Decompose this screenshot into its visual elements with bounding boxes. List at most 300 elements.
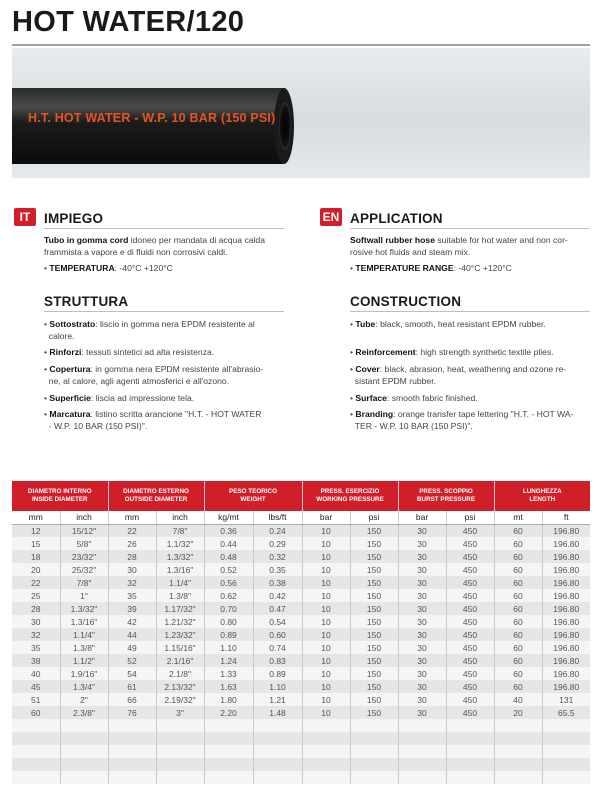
table-cell: 1.10 <box>204 641 253 654</box>
table-cell: 450 <box>446 628 494 641</box>
table-cell: 0.74 <box>253 641 302 654</box>
unit-header-cell: mt <box>494 511 542 524</box>
table-cell: 0.60 <box>253 628 302 641</box>
table-cell: 30 <box>398 641 446 654</box>
empty-cell <box>12 745 60 758</box>
table-cell: 150 <box>350 641 398 654</box>
table-cell: 60 <box>12 706 60 719</box>
empty-cell <box>108 771 156 784</box>
table-cell: 45 <box>12 680 60 693</box>
hose-branding-label: H.T. HOT WATER - W.P. 10 BAR (150 PSI) <box>28 111 276 125</box>
empty-cell <box>204 758 253 771</box>
table-cell: 150 <box>350 680 398 693</box>
table-cell: 10 <box>302 576 350 589</box>
table-unit-row <box>12 511 590 524</box>
table-cell: 150 <box>350 589 398 602</box>
table-cell: 450 <box>446 641 494 654</box>
it-temp-label: TEMPERATURA <box>49 263 115 273</box>
table-cell: 150 <box>350 576 398 589</box>
empty-cell <box>156 758 204 771</box>
table-cell: 60 <box>494 563 542 576</box>
table-cell: 150 <box>350 667 398 680</box>
table-cell: 60 <box>494 667 542 680</box>
table-cell: 1.21/32" <box>156 615 204 628</box>
spec-table <box>12 481 590 784</box>
it-struttura-item: • Superficie: liscia ad impressione tela. <box>44 393 195 403</box>
empty-cell <box>350 771 398 784</box>
table-row <box>12 550 590 563</box>
group-label-it: PRESS. SCOPPIO <box>419 487 473 495</box>
empty-cell <box>253 758 302 771</box>
unit-header-cell: kg/mt <box>204 511 253 524</box>
table-cell: 30 <box>398 667 446 680</box>
group-label-it: LUNGHEZZA <box>522 487 562 495</box>
table-cell: 10 <box>302 693 350 706</box>
table-cell: 1.33 <box>204 667 253 680</box>
table-cell: 1.3/32" <box>60 602 108 615</box>
table-cell: 0.24 <box>253 524 302 537</box>
unit-header-cell: lbs/ft <box>253 511 302 524</box>
en-construction-item: • Surface: smooth fabric finished. <box>350 393 478 403</box>
en-item-label: Tube <box>355 319 376 329</box>
en-item-label: Surface <box>355 393 387 403</box>
it-temperature: • TEMPERATURA: -40°C +120°C <box>44 263 173 273</box>
table-cell: 52 <box>108 654 156 667</box>
en-heading-divider <box>350 228 590 229</box>
en-temp-value: : -40°C +120°C <box>453 263 512 273</box>
table-cell: 60 <box>494 589 542 602</box>
lang-badge-it: IT <box>14 208 36 226</box>
it-item-text: - W.P. 10 BAR (150 PSI)". <box>48 420 148 431</box>
empty-cell <box>60 758 108 771</box>
table-cell: 0.29 <box>253 537 302 550</box>
table-cell: 196.80 <box>542 524 590 537</box>
en-construction-item: • Reinforcement: high strength synthetic textile plies. <box>350 347 554 357</box>
table-cell: 2.1/8" <box>156 667 204 680</box>
table-cell: 1.3/4" <box>60 680 108 693</box>
en-item-text: : smooth fabric finished. <box>386 393 478 403</box>
it-item-text: : tessuti sintetici ad alta resistenza. <box>81 347 215 357</box>
table-cell: 2.13/32" <box>156 680 204 693</box>
table-cell: 40 <box>12 667 60 680</box>
table-cell: 196.80 <box>542 667 590 680</box>
empty-cell <box>156 719 204 732</box>
table-cell: 2.1/16" <box>156 654 204 667</box>
table-cell: 450 <box>446 563 494 576</box>
empty-cell <box>156 771 204 784</box>
en-item-text: sistant EPDM rubber. <box>354 375 436 386</box>
table-cell: 1.63 <box>204 680 253 693</box>
unit-header-cell: bar <box>302 511 350 524</box>
empty-cell <box>108 758 156 771</box>
table-cell: 23/32" <box>60 550 108 563</box>
empty-cell <box>542 745 590 758</box>
table-cell: 30 <box>12 615 60 628</box>
table-cell: 150 <box>350 628 398 641</box>
table-cell: 1.3/8" <box>60 641 108 654</box>
table-cell: 150 <box>350 550 398 563</box>
table-cell: 450 <box>446 602 494 615</box>
table-cell: 30 <box>398 589 446 602</box>
table-cell: 20 <box>12 563 60 576</box>
empty-cell <box>494 732 542 745</box>
empty-cell <box>253 719 302 732</box>
table-cell: 12 <box>12 524 60 537</box>
table-cell: 196.80 <box>542 563 590 576</box>
table-row <box>12 641 590 654</box>
table-cell: 10 <box>302 680 350 693</box>
empty-table-row <box>12 719 590 732</box>
col-group-inside-diameter <box>12 481 108 511</box>
table-cell: 0.42 <box>253 589 302 602</box>
it-item-label: Marcatura <box>49 409 91 419</box>
table-cell: 0.80 <box>204 615 253 628</box>
table-cell: 10 <box>302 628 350 641</box>
table-row <box>12 602 590 615</box>
table-cell: 10 <box>302 602 350 615</box>
table-cell: 150 <box>350 524 398 537</box>
lang-badge-en: EN <box>320 208 342 226</box>
table-cell: 0.89 <box>204 628 253 641</box>
hose-bore <box>279 102 291 150</box>
empty-cell <box>204 771 253 784</box>
table-cell: 450 <box>446 680 494 693</box>
table-cell: 0.36 <box>204 524 253 537</box>
table-cell: 450 <box>446 537 494 550</box>
table-cell: 15/12" <box>60 524 108 537</box>
table-cell: 2.19/32" <box>156 693 204 706</box>
group-label-it: PRESS. ESERCIZIO <box>320 487 380 495</box>
it-struttura-item: • Marcatura: listino scritta arancione "H.T. - HOT WATER - W.P. 10 BAR (150 PSI)". <box>44 409 262 431</box>
empty-cell <box>542 719 590 732</box>
empty-cell <box>60 771 108 784</box>
table-cell: 196.80 <box>542 537 590 550</box>
group-label-en: LENGTH <box>529 496 556 503</box>
empty-cell <box>398 719 446 732</box>
en-temp-label: TEMPERATURE RANGE <box>355 263 454 273</box>
empty-cell <box>204 745 253 758</box>
table-cell: 196.80 <box>542 628 590 641</box>
table-cell: 2.3/8" <box>60 706 108 719</box>
table-cell: 450 <box>446 550 494 563</box>
group-label-en: OUTSIDE DIAMETER <box>124 496 188 503</box>
table-cell: 1.48 <box>253 706 302 719</box>
table-row <box>12 693 590 706</box>
table-cell: 20 <box>494 706 542 719</box>
en-item-text: : black, smooth, heat resistant EPDM rubber. <box>375 319 546 329</box>
empty-cell <box>302 771 350 784</box>
table-cell: 196.80 <box>542 602 590 615</box>
it-heading-struttura: STRUTTURA <box>44 294 129 309</box>
table-row <box>12 615 590 628</box>
table-cell: 0.44 <box>204 537 253 550</box>
group-label-en: WORKING PRESSURE <box>316 496 384 503</box>
empty-cell <box>108 745 156 758</box>
empty-cell <box>542 732 590 745</box>
table-cell: 1.1/2" <box>60 654 108 667</box>
table-cell: 15 <box>12 537 60 550</box>
table-cell: 30 <box>398 524 446 537</box>
en-temperature: • TEMPERATURE RANGE: -40°C +120°C <box>350 263 512 273</box>
table-cell: 0.62 <box>204 589 253 602</box>
table-cell: 60 <box>494 550 542 563</box>
en-item-text: : black, abrasion, heat, weathering and ozone re- <box>379 364 567 374</box>
en-intro-text: suitable for hot water and non cor- <box>435 235 568 245</box>
table-cell: 66 <box>108 693 156 706</box>
table-body <box>12 524 590 784</box>
col-group-outside-diameter <box>108 481 204 511</box>
empty-cell <box>398 732 446 745</box>
table-cell: 44 <box>108 628 156 641</box>
table-cell: 450 <box>446 615 494 628</box>
en-item-text: : orange transfer tape lettering "H.T. - HOT WA- <box>393 409 574 419</box>
en-intro <box>350 234 600 258</box>
group-label-it: DIAMETRO INTERNO <box>27 487 92 495</box>
table-cell: 30 <box>398 563 446 576</box>
table-cell: 3" <box>156 706 204 719</box>
table-cell: 1.3/16" <box>156 563 204 576</box>
empty-cell <box>156 745 204 758</box>
table-cell: 450 <box>446 589 494 602</box>
unit-header-cell: psi <box>446 511 494 524</box>
unit-header-cell: inch <box>156 511 204 524</box>
empty-cell <box>398 771 446 784</box>
table-cell: 10 <box>302 667 350 680</box>
hose-body <box>12 88 290 164</box>
table-cell: 1" <box>60 589 108 602</box>
empty-cell <box>60 719 108 732</box>
unit-header-cell: bar <box>398 511 446 524</box>
table-cell: 30 <box>398 537 446 550</box>
table-cell: 0.56 <box>204 576 253 589</box>
table-cell: 10 <box>302 641 350 654</box>
table-cell: 196.80 <box>542 641 590 654</box>
table-cell: 22 <box>12 576 60 589</box>
table-cell: 1.9/16" <box>60 667 108 680</box>
table-cell: 1.1/4" <box>156 576 204 589</box>
empty-cell <box>302 745 350 758</box>
table-cell: 150 <box>350 706 398 719</box>
table-cell: 54 <box>108 667 156 680</box>
empty-cell <box>350 732 398 745</box>
empty-cell <box>302 758 350 771</box>
table-cell: 1.3/16" <box>60 615 108 628</box>
table-cell: 1.10 <box>253 680 302 693</box>
table-cell: 1.15/16" <box>156 641 204 654</box>
table-cell: 7/8" <box>60 576 108 589</box>
en-construction-item: • Branding: orange transfer tape lettering "H.T. - HOT WA- TER - W.P. 10 BAR (150 PSI)". <box>350 409 574 431</box>
it-heading-impiego: IMPIEGO <box>44 211 104 226</box>
empty-cell <box>204 732 253 745</box>
table-row <box>12 524 590 537</box>
empty-cell <box>60 745 108 758</box>
table-cell: 450 <box>446 576 494 589</box>
empty-cell <box>108 719 156 732</box>
table-cell: 150 <box>350 693 398 706</box>
empty-cell <box>494 719 542 732</box>
table-cell: 30 <box>398 576 446 589</box>
empty-table-row <box>12 758 590 771</box>
table-cell: 1.1/4" <box>60 628 108 641</box>
title-divider <box>12 44 590 46</box>
table-cell: 1.3/8" <box>156 589 204 602</box>
table-cell: 30 <box>398 706 446 719</box>
empty-cell <box>446 771 494 784</box>
it-item-text: ne, al calore, agli agenti atmosferici e all'ozono. <box>48 375 230 386</box>
table-cell: 10 <box>302 537 350 550</box>
table-cell: 30 <box>398 615 446 628</box>
col-group-working-pressure <box>302 481 398 511</box>
en-item-text: TER - W.P. 10 BAR (150 PSI)". <box>354 420 473 431</box>
it-item-text: : liscio in gomma nera EPDM resistente al <box>95 319 255 329</box>
table-cell: 196.80 <box>542 550 590 563</box>
table-cell: 35 <box>12 641 60 654</box>
table-cell: 1.17/32" <box>156 602 204 615</box>
table-cell: 450 <box>446 706 494 719</box>
table-row <box>12 667 590 680</box>
table-cell: 10 <box>302 589 350 602</box>
table-cell: 32 <box>12 628 60 641</box>
table-cell: 25/32" <box>60 563 108 576</box>
table-cell: 1.23/32" <box>156 628 204 641</box>
table-cell: 0.47 <box>253 602 302 615</box>
unit-header-cell: inch <box>60 511 108 524</box>
table-cell: 10 <box>302 615 350 628</box>
table-cell: 1.21 <box>253 693 302 706</box>
table-cell: 150 <box>350 615 398 628</box>
table-cell: 5/8" <box>60 537 108 550</box>
empty-cell <box>398 745 446 758</box>
empty-cell <box>253 745 302 758</box>
table-row <box>12 537 590 550</box>
table-cell: 61 <box>108 680 156 693</box>
table-cell: 150 <box>350 602 398 615</box>
table-cell: 42 <box>108 615 156 628</box>
table-row <box>12 628 590 641</box>
table-row <box>12 654 590 667</box>
it-item-text: : listino scritta arancione "H.T. - HOT WATER <box>90 409 262 419</box>
en-item-label: Branding <box>355 409 394 419</box>
table-cell: 1.1/32" <box>156 537 204 550</box>
table-row <box>12 680 590 693</box>
table-cell: 32 <box>108 576 156 589</box>
table-cell: 0.35 <box>253 563 302 576</box>
table-cell: 30 <box>398 693 446 706</box>
table-cell: 28 <box>12 602 60 615</box>
it-item-label: Superficie <box>49 393 91 403</box>
table-cell: 150 <box>350 537 398 550</box>
table-cell: 60 <box>494 537 542 550</box>
empty-cell <box>60 732 108 745</box>
it-struttura-item: • Copertura: in gomma nera EPDM resistente all'abrasio- ne, al calore, agli agenti atmosferici e all'ozono. <box>44 364 264 386</box>
it-item-text: calore. <box>48 330 75 341</box>
it-temp-value: : -40°C +120°C <box>114 263 173 273</box>
group-label-en: BURST PRESSURE <box>416 496 476 503</box>
page-title: HOT WATER/120 <box>12 6 245 38</box>
table-cell: 60 <box>494 524 542 537</box>
table-cell: 60 <box>494 641 542 654</box>
table-cell: 0.38 <box>253 576 302 589</box>
table-cell: 196.80 <box>542 680 590 693</box>
unit-header-cell: mm <box>12 511 60 524</box>
col-group-burst-pressure <box>398 481 494 511</box>
empty-cell <box>494 745 542 758</box>
table-cell: 18 <box>12 550 60 563</box>
table-cell: 35 <box>108 589 156 602</box>
table-cell: 30 <box>398 550 446 563</box>
empty-cell <box>398 758 446 771</box>
empty-cell <box>350 719 398 732</box>
table-group-header-row <box>12 481 590 511</box>
table-cell: 7/8" <box>156 524 204 537</box>
hose-image <box>12 48 590 178</box>
empty-cell <box>446 719 494 732</box>
empty-table-row <box>12 745 590 758</box>
empty-cell <box>108 732 156 745</box>
table-cell: 450 <box>446 667 494 680</box>
table-cell: 10 <box>302 654 350 667</box>
en-construction-divider <box>350 311 590 312</box>
table-row <box>12 589 590 602</box>
table-cell: 38 <box>12 654 60 667</box>
empty-cell <box>253 732 302 745</box>
it-item-text: : in gomma nera EPDM resistente all'abrasio- <box>90 364 264 374</box>
it-intro-bold: Tubo in gomma cord <box>44 235 129 245</box>
it-item-label: Rinforzi <box>49 347 82 357</box>
table-cell: 196.80 <box>542 654 590 667</box>
table-cell: 10 <box>302 550 350 563</box>
table-cell: 2.20 <box>204 706 253 719</box>
empty-cell <box>12 719 60 732</box>
table-cell: 30 <box>398 654 446 667</box>
en-intro-line2: rosive hot fluids and steam mix. <box>350 247 471 257</box>
table-cell: 10 <box>302 706 350 719</box>
table-cell: 22 <box>108 524 156 537</box>
table-cell: 196.80 <box>542 589 590 602</box>
en-item-text: : high strength synthetic textile plies. <box>415 347 554 357</box>
table-cell: 2" <box>60 693 108 706</box>
it-struttura-item: • Sottostrato: liscio in gomma nera EPDM resistente al calore. <box>44 319 255 341</box>
table-cell: 51 <box>12 693 60 706</box>
en-item-label: Cover <box>355 364 380 374</box>
group-label-en: WEIGHT <box>240 496 266 503</box>
empty-cell <box>494 771 542 784</box>
en-item-label: Reinforcement <box>355 347 416 357</box>
en-intro-bold: Softwall rubber hose <box>350 235 435 245</box>
empty-cell <box>302 732 350 745</box>
table-cell: 450 <box>446 654 494 667</box>
table-row <box>12 706 590 719</box>
it-item-label: Copertura <box>49 364 91 374</box>
it-intro <box>44 234 294 258</box>
col-group-weight <box>204 481 302 511</box>
empty-cell <box>542 758 590 771</box>
table-cell: 450 <box>446 524 494 537</box>
table-cell: 30 <box>108 563 156 576</box>
table-cell: 25 <box>12 589 60 602</box>
table-cell: 39 <box>108 602 156 615</box>
table-cell: 60 <box>494 680 542 693</box>
empty-cell <box>204 719 253 732</box>
empty-cell <box>12 758 60 771</box>
group-label-it: DIAMETRO ESTERNO <box>123 487 189 495</box>
it-intro-text: idoneo per mandata di acqua calda <box>128 235 265 245</box>
table-cell: 0.54 <box>253 615 302 628</box>
table-cell: 0.32 <box>253 550 302 563</box>
table-cell: 28 <box>108 550 156 563</box>
table-cell: 49 <box>108 641 156 654</box>
en-construction-item: • Tube: black, smooth, heat resistant EPDM rubber. <box>350 319 546 329</box>
